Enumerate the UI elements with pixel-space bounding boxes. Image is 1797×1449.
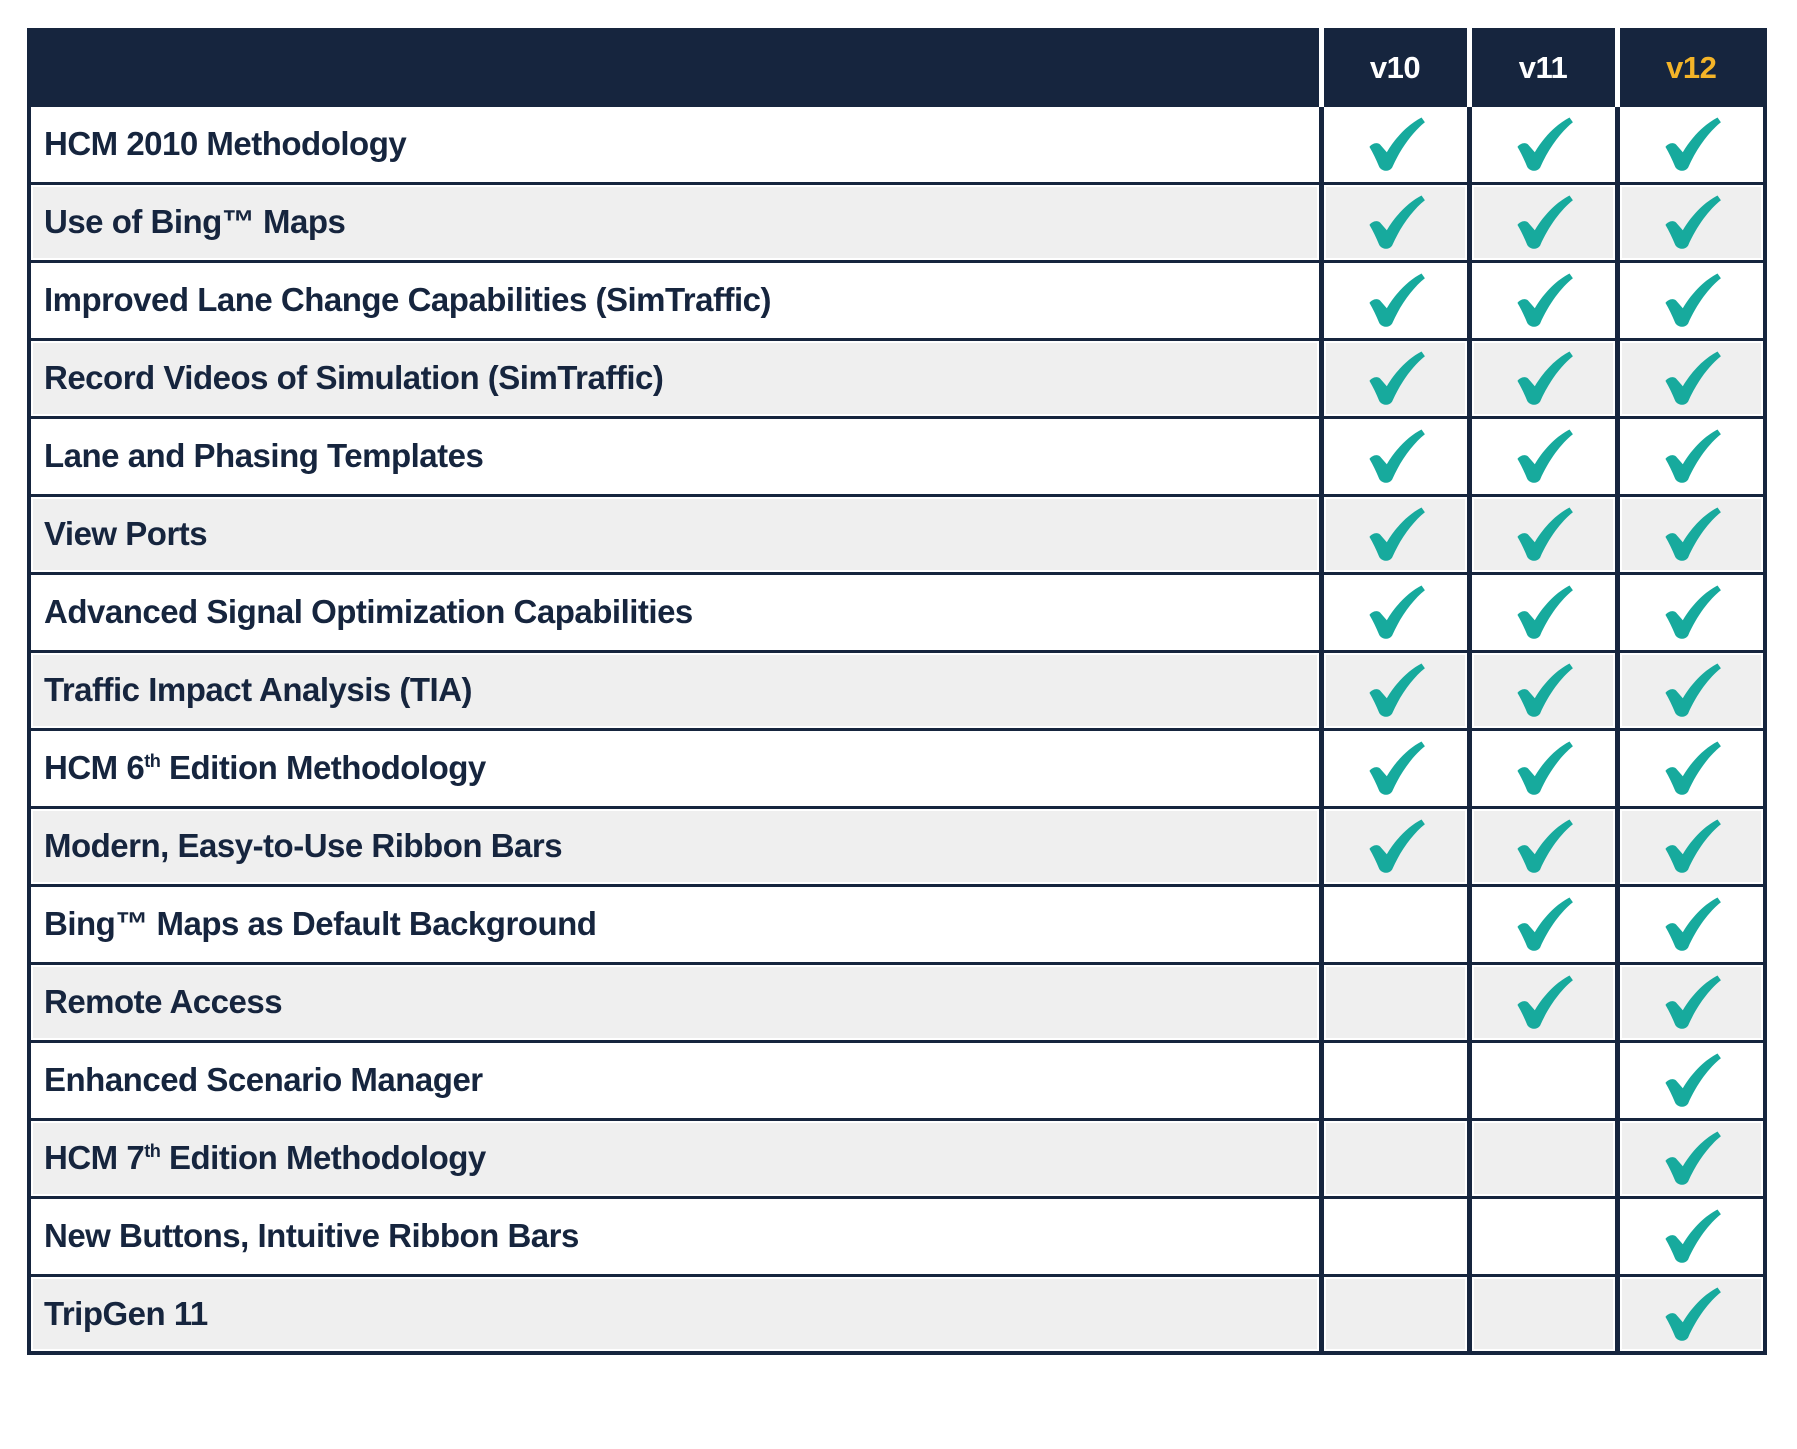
feature-label-text: Bing™ Maps as Default Background xyxy=(44,905,597,942)
check-cell-v10 xyxy=(1321,1119,1469,1197)
check-icon xyxy=(1364,351,1426,405)
check-icon xyxy=(1660,351,1722,405)
check-cell-v10 xyxy=(1321,1275,1469,1353)
feature-label xyxy=(29,807,1321,885)
check-cell-v11 xyxy=(1469,183,1617,261)
feature-label-text: Traffic Impact Analysis (TIA) xyxy=(44,671,473,708)
check-icon xyxy=(1512,741,1574,795)
check-icon xyxy=(1660,975,1722,1029)
check-cell-v10 xyxy=(1321,417,1469,495)
feature-label xyxy=(29,729,1321,807)
check-cell-v11 xyxy=(1469,807,1617,885)
check-cell-v11 xyxy=(1469,417,1617,495)
check-icon xyxy=(1512,351,1574,405)
check-icon xyxy=(1512,819,1574,873)
table-row xyxy=(29,573,1765,651)
check-icon xyxy=(1660,1053,1722,1107)
check-cell-v11 xyxy=(1469,105,1617,183)
feature-label-text: Improved Lane Change Capabilities (SimTraffic) xyxy=(44,281,771,318)
check-icon xyxy=(1364,117,1426,171)
check-icon xyxy=(1512,117,1574,171)
feature-label xyxy=(29,105,1321,183)
feature-label-text: Use of Bing™ Maps xyxy=(44,203,346,240)
check-icon xyxy=(1660,663,1722,717)
check-cell-v12 xyxy=(1617,573,1765,651)
check-icon xyxy=(1660,1209,1722,1263)
feature-label-text: TripGen 11 xyxy=(44,1294,208,1332)
check-icon xyxy=(1364,429,1426,483)
table-header xyxy=(29,30,1765,105)
check-cell-v10 xyxy=(1321,1041,1469,1119)
feature-label-sup: th xyxy=(144,1141,161,1161)
table-row xyxy=(29,1197,1765,1275)
check-cell-v12 xyxy=(1617,807,1765,885)
column-header-v10: v10 xyxy=(1321,30,1469,105)
feature-label xyxy=(29,183,1321,261)
table-row xyxy=(29,651,1765,729)
feature-label-sup: th xyxy=(144,751,161,771)
check-icon xyxy=(1512,429,1574,483)
check-icon xyxy=(1512,585,1574,639)
check-cell-v11 xyxy=(1469,339,1617,417)
check-icon xyxy=(1512,663,1574,717)
table-row xyxy=(29,885,1765,963)
table-row xyxy=(29,729,1765,807)
check-icon xyxy=(1364,819,1426,873)
column-header-v11: v11 xyxy=(1469,30,1617,105)
check-cell-v10 xyxy=(1321,339,1469,417)
check-icon xyxy=(1364,195,1426,249)
check-cell-v10 xyxy=(1321,183,1469,261)
check-cell-v11 xyxy=(1469,729,1617,807)
feature-label-text: HCM 2010 Methodology xyxy=(44,125,407,162)
check-icon xyxy=(1364,663,1426,717)
check-icon xyxy=(1512,975,1574,1029)
table-row xyxy=(29,495,1765,573)
feature-label xyxy=(29,651,1321,729)
check-cell-v12 xyxy=(1617,183,1765,261)
feature-label xyxy=(29,261,1321,339)
check-cell-v11 xyxy=(1469,573,1617,651)
check-icon xyxy=(1512,897,1574,951)
feature-label xyxy=(29,1275,1321,1353)
check-cell-v10 xyxy=(1321,105,1469,183)
version-comparison-table xyxy=(27,28,1767,1355)
check-cell-v12 xyxy=(1617,495,1765,573)
check-cell-v12 xyxy=(1617,1275,1765,1353)
table-row xyxy=(29,1119,1765,1197)
check-icon xyxy=(1364,741,1426,795)
feature-label-text: Modern, Easy-to-Use Ribbon Bars xyxy=(44,827,563,864)
feature-label xyxy=(29,1119,1321,1197)
feature-label-text: New Buttons, Intuitive Ribbon Bars xyxy=(44,1217,579,1254)
feature-column-header xyxy=(29,30,1321,105)
check-cell-v11 xyxy=(1469,651,1617,729)
feature-label xyxy=(29,417,1321,495)
check-icon xyxy=(1660,195,1722,249)
check-icon xyxy=(1660,897,1722,951)
feature-label-text: Enhanced Scenario Manager xyxy=(44,1061,483,1098)
check-icon xyxy=(1660,1131,1722,1185)
check-icon xyxy=(1660,741,1722,795)
check-cell-v12 xyxy=(1617,1041,1765,1119)
column-header-v12: v12 xyxy=(1617,30,1765,105)
feature-label-text: View Ports xyxy=(44,515,208,552)
check-cell-v12 xyxy=(1617,261,1765,339)
header-row xyxy=(29,30,1765,105)
check-cell-v11 xyxy=(1469,1197,1617,1275)
feature-label-text: HCM 6 xyxy=(44,749,145,786)
check-cell-v10 xyxy=(1321,261,1469,339)
check-cell-v11 xyxy=(1469,495,1617,573)
table-row xyxy=(29,1275,1765,1353)
check-cell-v10 xyxy=(1321,1197,1469,1275)
check-cell-v10 xyxy=(1321,651,1469,729)
table-row xyxy=(29,417,1765,495)
check-cell-v12 xyxy=(1617,963,1765,1041)
check-cell-v10 xyxy=(1321,963,1469,1041)
table-row xyxy=(29,261,1765,339)
check-icon xyxy=(1660,507,1722,561)
check-cell-v10 xyxy=(1321,885,1469,963)
table-row xyxy=(29,1041,1765,1119)
check-cell-v10 xyxy=(1321,495,1469,573)
table-row xyxy=(29,807,1765,885)
feature-label xyxy=(29,885,1321,963)
feature-label-text: Edition Methodology xyxy=(160,749,486,786)
check-icon xyxy=(1364,273,1426,327)
check-cell-v12 xyxy=(1617,885,1765,963)
check-cell-v10 xyxy=(1321,729,1469,807)
feature-label xyxy=(29,495,1321,573)
check-icon xyxy=(1660,273,1722,327)
check-cell-v12 xyxy=(1617,651,1765,729)
table-row xyxy=(29,183,1765,261)
check-icon xyxy=(1512,273,1574,327)
check-cell-v11 xyxy=(1469,963,1617,1041)
feature-label xyxy=(29,339,1321,417)
check-cell-v11 xyxy=(1469,261,1617,339)
feature-label xyxy=(29,573,1321,651)
check-icon xyxy=(1660,117,1722,171)
check-icon xyxy=(1660,585,1722,639)
table-row xyxy=(29,963,1765,1041)
check-cell-v10 xyxy=(1321,573,1469,651)
feature-label-text: Advanced Signal Optimization Capabilities xyxy=(44,593,693,630)
feature-label-text: HCM 7 xyxy=(44,1139,145,1176)
check-icon xyxy=(1364,585,1426,639)
check-cell-v11 xyxy=(1469,1275,1617,1353)
check-cell-v12 xyxy=(1617,729,1765,807)
check-cell-v11 xyxy=(1469,1119,1617,1197)
feature-label-text: Lane and Phasing Templates xyxy=(44,437,484,474)
feature-label-text: Record Videos of Simulation (SimTraffic) xyxy=(44,359,664,396)
check-icon xyxy=(1660,819,1722,873)
version-comparison-table-wrap xyxy=(27,28,1767,1355)
check-cell-v12 xyxy=(1617,105,1765,183)
check-cell-v12 xyxy=(1617,1119,1765,1197)
check-cell-v12 xyxy=(1617,1197,1765,1275)
table-row xyxy=(29,339,1765,417)
check-cell-v11 xyxy=(1469,885,1617,963)
check-icon xyxy=(1660,429,1722,483)
check-cell-v12 xyxy=(1617,417,1765,495)
feature-label xyxy=(29,1197,1321,1275)
check-icon xyxy=(1512,195,1574,249)
check-icon xyxy=(1364,507,1426,561)
check-cell-v11 xyxy=(1469,1041,1617,1119)
feature-label xyxy=(29,963,1321,1041)
table-body xyxy=(29,105,1765,1353)
check-cell-v12 xyxy=(1617,339,1765,417)
feature-label-text: Edition Methodology xyxy=(160,1139,486,1176)
check-icon xyxy=(1512,507,1574,561)
feature-label xyxy=(29,1041,1321,1119)
table-row xyxy=(29,105,1765,183)
feature-label-text: Remote Access xyxy=(44,983,283,1020)
check-cell-v10 xyxy=(1321,807,1469,885)
check-icon xyxy=(1660,1287,1722,1341)
